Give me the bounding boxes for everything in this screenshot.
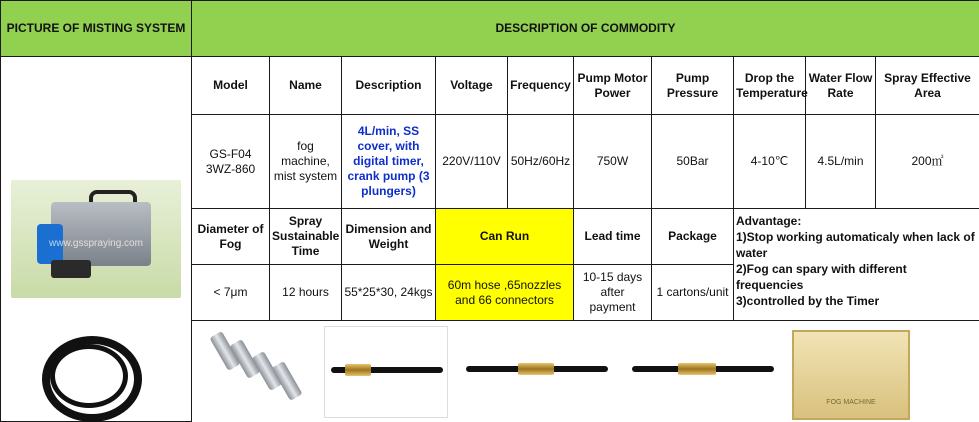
frequency-header: Frequency: [508, 57, 574, 115]
inline-connector-image: [462, 326, 612, 421]
package-box-image: [788, 326, 916, 421]
diameter-value: < 7μm: [192, 265, 270, 321]
sustain-header: Spray Sustainable Time: [270, 209, 342, 265]
dimension-header: Dimension and Weight: [342, 209, 436, 265]
hose-coil-image: [34, 326, 150, 421]
pressure-value: 50Bar: [652, 115, 734, 209]
advantage-item-2: 2)Fog can spary with different frequencies: [736, 261, 977, 293]
flow-value: 4.5L/min: [806, 115, 876, 209]
name-header: Name: [270, 57, 342, 115]
canrun-value: 60m hose ,65nozzles and 66 connectors: [436, 265, 574, 321]
voltage-value: 220V/110V: [436, 115, 508, 209]
model-header: Model: [192, 57, 270, 115]
power-value: 750W: [574, 115, 652, 209]
hose-connector-image: [324, 326, 448, 418]
area-value: 200㎡: [876, 115, 979, 209]
model-value: GS-F04 3WZ-860: [192, 115, 270, 209]
picture-header: PICTURE OF MISTING SYSTEM: [1, 1, 192, 57]
temp-value: 4-10℃: [734, 115, 806, 209]
power-header: Pump Motor Power: [574, 57, 652, 115]
advantage-title: Advantage:: [736, 213, 977, 229]
lead-header: Lead time: [574, 209, 652, 265]
description-value: 4L/min, SS cover, with digital timer, crank pump (3 plungers): [342, 115, 436, 209]
sustain-value: 12 hours: [270, 265, 342, 321]
misting-machine-image: [11, 180, 181, 298]
name-value: fog machine, mist system: [270, 115, 342, 209]
watermark: www.gsspraying.com: [11, 236, 181, 251]
accessory-photos: [0, 322, 979, 421]
diameter-header: Diameter of Fog: [192, 209, 270, 265]
voltage-header: Voltage: [436, 57, 508, 115]
advantage-cell: [734, 209, 979, 321]
description-header: DESCRIPTION OF COMMODITY: [192, 1, 979, 57]
lead-value: 10-15 days after payment: [574, 265, 652, 321]
description-col-header: Description: [342, 57, 436, 115]
nozzles-image: [196, 326, 306, 421]
flow-header: Water Flow Rate: [806, 57, 876, 115]
double-connector-image: [628, 326, 778, 421]
frequency-value: 50Hz/60Hz: [508, 115, 574, 209]
advantage-item-3: 3)controlled by the Timer: [736, 293, 977, 309]
package-value: 1 cartons/unit: [652, 265, 734, 321]
canrun-header: Can Run: [436, 209, 574, 265]
area-header: Spray Effective Area: [876, 57, 979, 115]
dimension-value: 55*25*30, 24kgs: [342, 265, 436, 321]
pressure-header: Pump Pressure: [652, 57, 734, 115]
package-header: Package: [652, 209, 734, 265]
box-label: FOG MACHINE: [794, 399, 908, 406]
temp-header: Drop the Temperature: [734, 57, 806, 115]
advantage-item-1: 1)Stop working automaticaly when lack of water: [736, 229, 977, 261]
